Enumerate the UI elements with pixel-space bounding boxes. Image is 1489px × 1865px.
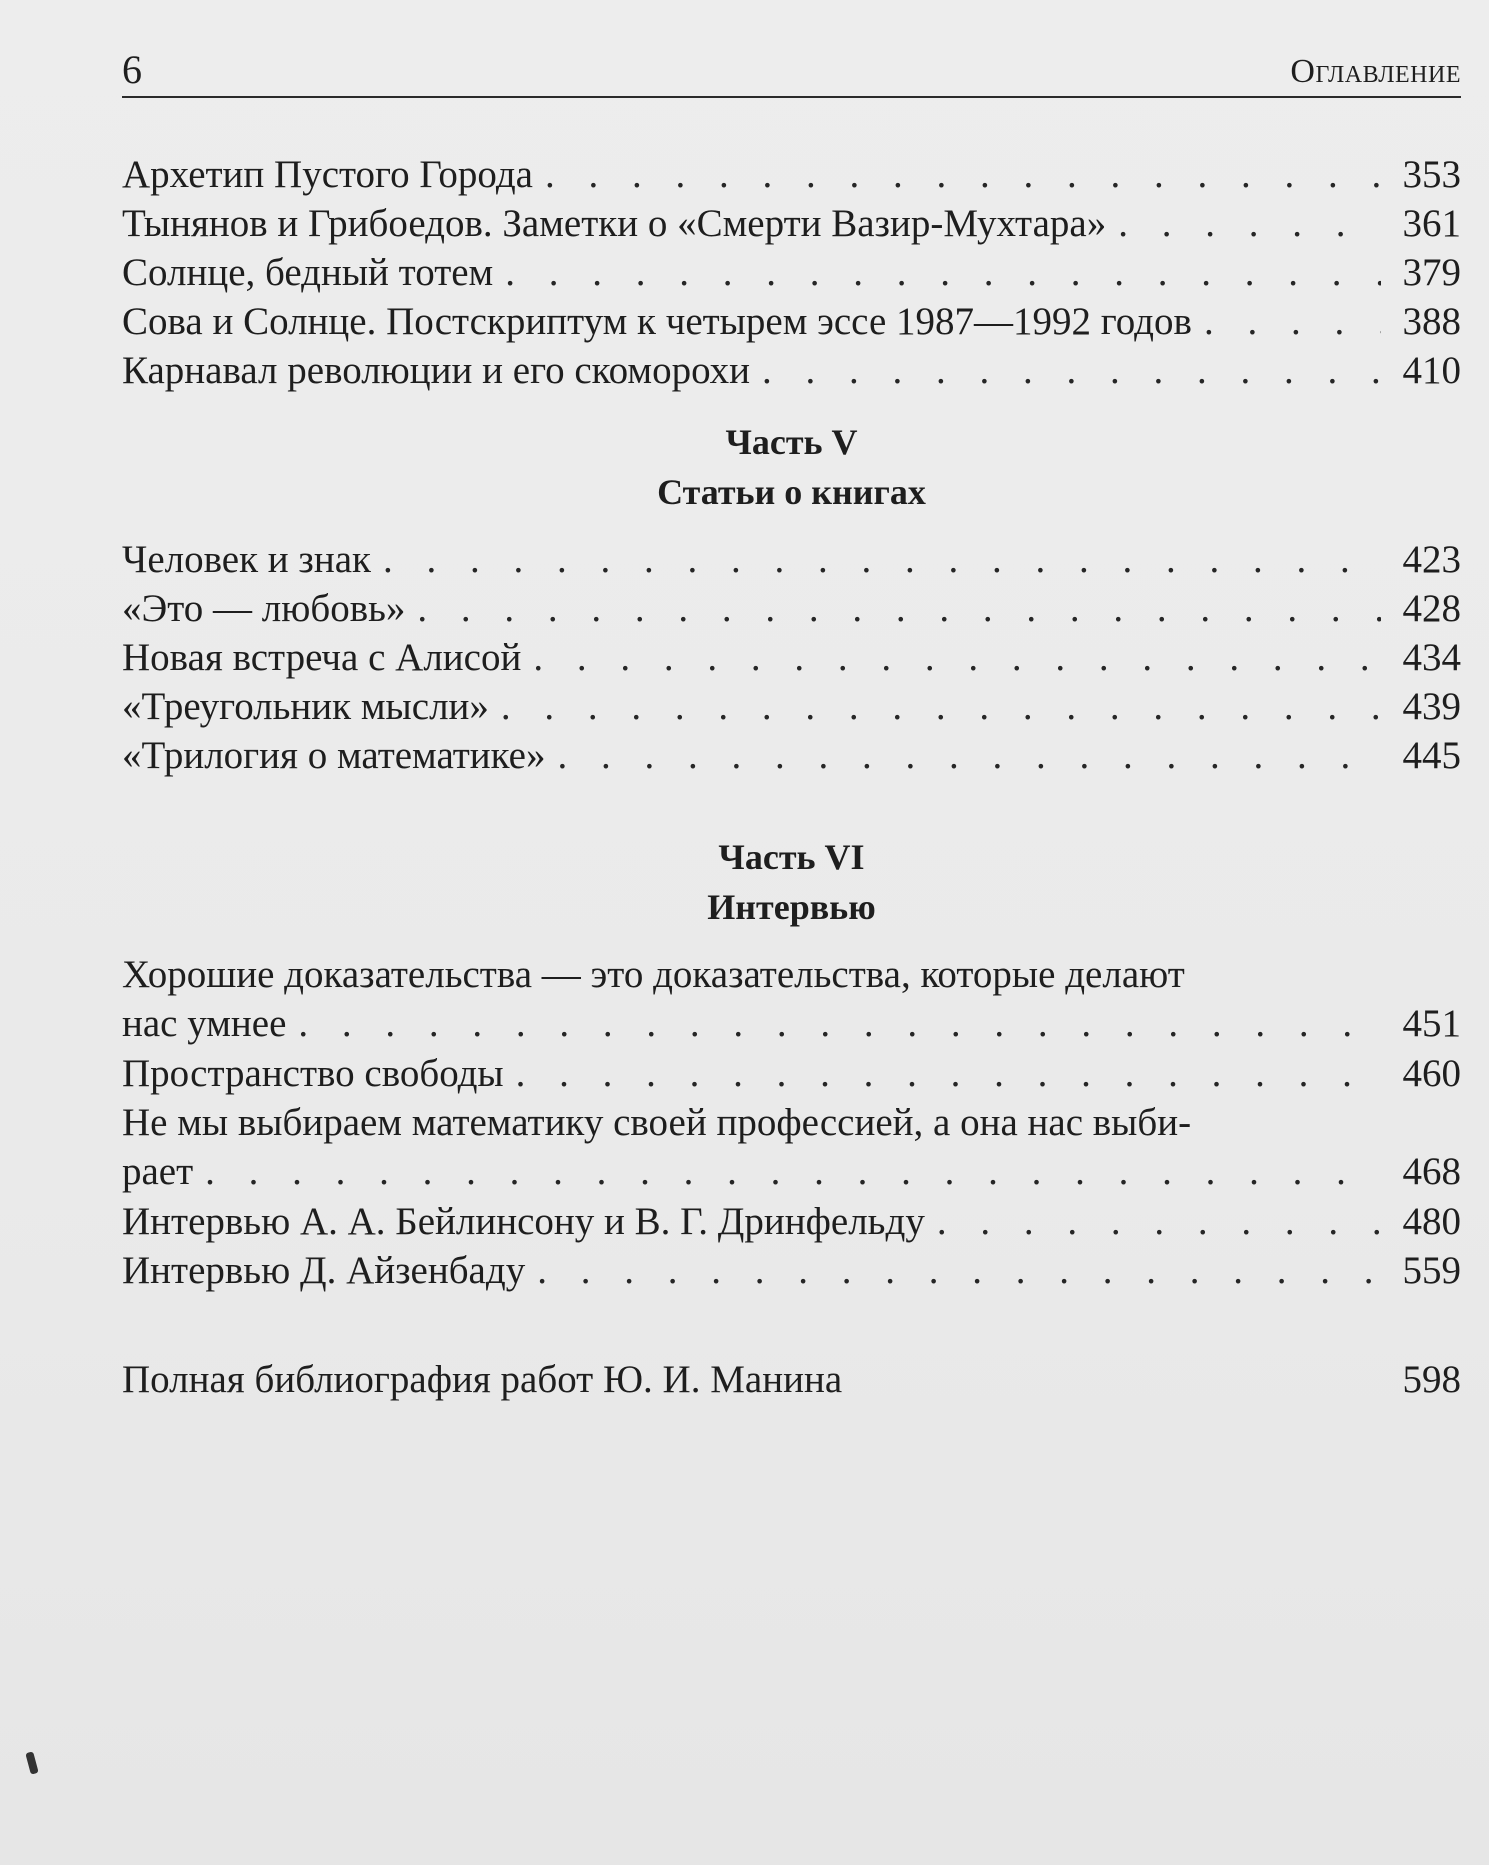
toc-entry-page: 445: [1402, 734, 1461, 777]
toc-entry: [122, 535, 1461, 584]
toc-entry-page: 410: [1402, 349, 1461, 392]
toc-entry-title-line2: нас умнее: [122, 1002, 287, 1045]
toc-entry-title: Человек и знак: [122, 538, 371, 581]
part-5-title: Статьи о книгах: [657, 472, 926, 512]
toc-entry: [122, 346, 1461, 395]
table-of-contents: [122, 150, 1461, 1404]
toc-entry-page: 468: [1402, 1150, 1461, 1193]
dot-leader: [298, 999, 1381, 1049]
part-6-title: Интервью: [707, 887, 876, 927]
dot-leader: [417, 584, 1381, 633]
dot-leader: [762, 346, 1381, 395]
toc-entry-title: Тынянов и Грибоедов. Заметки о «Смерти Вазир-Мухтара»: [122, 202, 1107, 245]
toc-entry-title: Полная библиография работ Ю. И. Манина: [122, 1358, 843, 1401]
toc-entry: [122, 682, 1461, 731]
toc-entry-page: 480: [1402, 1200, 1461, 1243]
page-header: [122, 40, 1461, 98]
dot-leader: [383, 535, 1381, 584]
dot-leader: [516, 1049, 1381, 1098]
dot-leader: [505, 248, 1381, 297]
toc-entry-title: Пространство свободы: [122, 1052, 504, 1095]
toc-entry: [122, 633, 1461, 682]
toc-entry: [122, 248, 1461, 297]
toc-entry: [122, 1098, 1461, 1197]
toc-entry-title: Сова и Солнце. Постскриптум к четырем эссе 1987—1992 годов: [122, 300, 1192, 343]
toc-entry: [122, 1049, 1461, 1098]
page-number: 6: [122, 47, 142, 92]
toc-entry-page: 598: [1402, 1358, 1461, 1401]
toc-entry-title: «Треугольник мысли»: [122, 685, 489, 728]
toc-entry-title: Солнце, бедный тотем: [122, 251, 494, 294]
dot-leader: [545, 150, 1381, 199]
toc-entry-title-line2: рает: [122, 1150, 194, 1193]
paper-mark: [25, 1751, 38, 1774]
toc-entry-page: 428: [1402, 587, 1461, 630]
toc-entry-title: Интервью Д. Айзенбаду: [122, 1249, 526, 1292]
toc-entry-page: 439: [1402, 685, 1461, 728]
dot-leader: [557, 731, 1381, 780]
toc-entry: [122, 950, 1461, 1049]
toc-entry-title-line1: Хорошие доказательства — это доказательства, которые делают: [122, 953, 1185, 996]
dot-leader: [537, 1246, 1381, 1295]
toc-entry-page: 353: [1402, 153, 1461, 196]
toc-entry: [122, 297, 1461, 346]
running-head: Оглавление: [1290, 53, 1461, 90]
dot-leader: [501, 682, 1381, 731]
toc-entry-bibliography: [122, 1355, 1461, 1404]
dot-leader: [205, 1147, 1381, 1197]
toc-entry-title: Новая встреча с Алисой: [122, 636, 522, 679]
toc-entry-title: Интервью А. А. Бейлинсону и В. Г. Дринфельду: [122, 1200, 925, 1243]
toc-entry: [122, 150, 1461, 199]
toc-entry-title: Карнавал революции и его скоморохи: [122, 349, 750, 392]
toc-entry: [122, 1246, 1461, 1295]
dot-leader: [533, 633, 1381, 682]
toc-entry-page: 434: [1402, 636, 1461, 679]
dot-leader: [1204, 297, 1381, 346]
toc-entry: [122, 584, 1461, 633]
toc-entry-title-line1: Не мы выбираем математику своей профессией, а она нас выби-: [122, 1101, 1192, 1144]
toc-entry-page: 559: [1402, 1249, 1461, 1292]
part-5-label: Часть V: [725, 422, 858, 462]
dot-leader: [937, 1197, 1381, 1246]
dot-leader: [1118, 199, 1381, 248]
toc-entry: [122, 731, 1461, 780]
toc-entry-page: 388: [1402, 300, 1461, 343]
toc-entry-title: «Трилогия о математике»: [122, 734, 546, 777]
toc-entry-page: 361: [1402, 202, 1461, 245]
toc-entry-page: 379: [1402, 251, 1461, 294]
toc-entry-page: 423: [1402, 538, 1461, 581]
toc-entry: [122, 199, 1461, 248]
toc-entry: [122, 1197, 1461, 1246]
toc-entry-page: 451: [1402, 1002, 1461, 1045]
part-6-label: Часть VI: [718, 837, 865, 877]
toc-entry-title: «Это — любовь»: [122, 587, 406, 630]
toc-entry-title: Архетип Пустого Города: [122, 153, 533, 196]
toc-entry-page: 460: [1402, 1052, 1461, 1095]
